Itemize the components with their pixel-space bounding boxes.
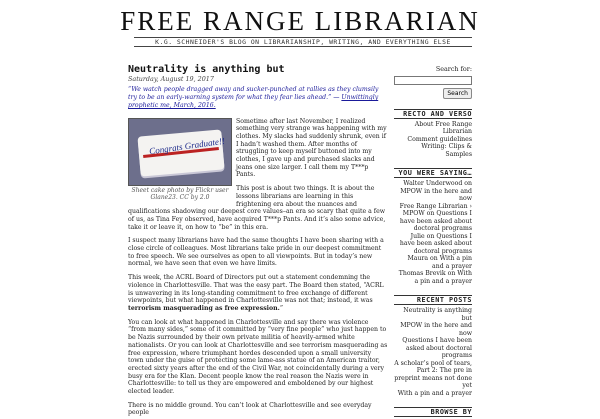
site-tagline: K.G. SCHNEIDER'S BLOG ON LIBRARIANSHIP, WRITING, AND EVERYTHING ELSE [134,37,472,47]
site-title[interactable]: FREE RANGE LIBRARIAN [120,6,480,36]
recto-item-writing[interactable]: Writing: Clips & Samples [421,143,472,158]
cake-lettering: Congrats Graduate!! [148,135,226,156]
post-paragraph-acrl [128,274,388,313]
post-paragraph-3: I suspect many librarians have had the same thoughts I have been sharing with a close circle of colleagues. Most librarians take pride in our deepest commitment to free speech. We see ourselves as open to all viewpoints. But in today’s new normal, we have seen that even we have limits. [128,237,384,268]
post-paragraph-5: You can look at what happened in Charlottesville and say there was violence “from many sides,” some of it committed by “very fine people” who just happen to be Nazis surrounded by their own private militia of heavily-armed white nationalists. Or you can look at Charlottesville and see terrorism masquerading as free expression, where triumphant hordes descended upon a small university town under the guise of protecting some lame-ass statue of an American traitor, erected sixty years after the end of the Civil War, not coincidentally during a very busy era for the Klan. Decent people know the real reason the Nazis were in Charlottesville: to tell us they are empowered and emboldened by our highest elected leader. [128,318,388,396]
comment-item[interactable]: Thomas Brevik on With a pin and a prayer [398,270,472,285]
recto-item-comment-guidelines[interactable]: Comment guidelines [407,135,472,143]
search-label: Search for: [435,65,472,73]
recent-posts-heading: RECENT POSTS [394,295,472,305]
recto-item-about[interactable]: About Free Range Librarian [414,120,472,135]
comment-item[interactable]: Free Range Librarian › MPOW on Questions I have been asked about doctoral programs [399,202,472,232]
recto-list [394,121,472,159]
post-paragraph-1: Sometime after last November, I realized something very strange was happening with my clothes. My slacks had suddenly shrunk, even if I hadn’t washed them. After months of struggling to keep myself buttoned into my clothes, I gave up and purchased slacks and jeans one size larger. I call them my T***p Pants. [236,117,387,179]
post-epigraph [128,86,388,109]
search-input[interactable] [394,76,472,85]
saying-heading: YOU WERE SAYING… [394,168,472,178]
recto-heading: RECTO AND VERSO [394,109,472,119]
epigraph-text: “We watch people dragged away and sucker-punched at rallies as they clumsily try to be an early-warning system for what they fear lies ahead.” — [128,86,379,102]
post-date: Saturday, August 19, 2017 [128,74,214,83]
post-figure [128,118,232,201]
comment-item[interactable]: Walter Underwood on MPOW in the here and now [400,180,472,202]
post-content [128,64,388,417]
acrl-text: This week, the ACRL Board of Directors put out a statement condemning the violence in Charlottesville. That was the easy part. The Board then stated, “ACRL is unwavering in its long-standing commitment to free exchange of different viewpoints, but what happened in Charlottesville was not that; instead, it was [128,274,384,305]
image-caption: Sheet cake photo by Flickr user Glane23. CC by 2.0 [131,186,229,201]
comment-item[interactable]: Maura on With a pin and a prayer [407,255,472,270]
recent-post-item[interactable]: Neutrality is anything but [403,307,472,322]
post-paragraph-6: There is no middle ground. You can’t look at Charlottesville and see everyday people [128,401,372,417]
recent-post-item[interactable]: A scholar’s pool of tears, Part 2: The pre in preprint means not done yet [394,359,472,389]
acrl-end-quote: ” [279,304,283,312]
acrl-bold-text: terrorism masquerading as free expression. [128,304,280,312]
recent-post-item[interactable]: MPOW in the here and now [400,322,472,337]
recent-posts-list [394,307,472,397]
comment-item[interactable]: Julie on Questions I have been asked about doctoral programs [399,232,472,255]
sheet-cake-photo [128,118,232,186]
sidebar [394,66,472,419]
epigraph-link[interactable]: Unwittingly prophetic me, March, 2016. [128,94,379,109]
recent-post-item[interactable]: With a pin and a prayer [397,389,472,397]
search-button[interactable]: Search [443,88,472,99]
post-paragraph-2: This post is about two things. It is about the lessons librarians are learning in this frightening era about the nuances and qualifications shadowing our deepest core values–an era so scary that quite a few of us, as Tina Fey observed, have acquired T***p Pants. And it’s also some advice, take it or leave it, on how to “be” in this era. [128,185,386,231]
recent-post-item[interactable]: Questions I have been asked about doctoral programs [402,337,472,359]
post-title[interactable]: Neutrality is anything but [128,64,285,75]
comments-list [394,180,472,285]
browse-heading: BROWSE BY [394,407,472,417]
